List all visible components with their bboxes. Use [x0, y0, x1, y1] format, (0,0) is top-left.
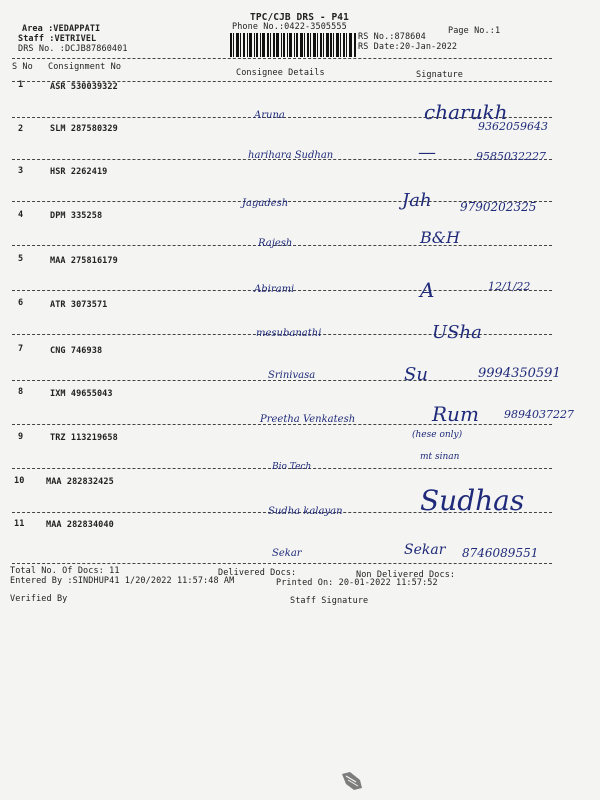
area-label: Area :VEDAPPATI [22, 24, 101, 34]
row-consignment: TRZ 113219658 [50, 433, 118, 443]
row-no: 2 [18, 124, 24, 134]
rs-number: RS No.:878604 [358, 32, 426, 42]
staff-label: Staff :VETRIVEL [18, 34, 97, 44]
rs-date: RS Date:20-Jan-2022 [358, 42, 458, 52]
header-divider [12, 58, 552, 59]
printed-on: Printed On: 20-01-2022 11:57:52 [276, 578, 438, 588]
row-consignment: HSR 2262419 [50, 167, 108, 177]
handwritten-signature: B&H [420, 228, 460, 247]
entered-by: Entered By :SINDHUP41 1/20/2022 11:57:48 AM [10, 576, 235, 586]
row-no: 9 [18, 432, 24, 442]
handwritten-name: Abirami [254, 284, 295, 295]
handwritten-name: Srinivasa [268, 370, 316, 381]
verified-by: Verified By [10, 594, 68, 604]
handwritten-signature: charukh [424, 100, 508, 124]
handwritten-signature: USha [432, 322, 482, 343]
delivered-docs: Delivered Docs: [218, 568, 297, 578]
row-consignment: MAA 282834040 [46, 520, 114, 530]
row-no: 4 [18, 210, 24, 220]
barcode [228, 32, 358, 58]
row-consignment: DPM 335258 [50, 211, 103, 221]
page-number: Page No.:1 [448, 26, 501, 36]
handwritten-phone: 9585032227 [476, 150, 546, 163]
handwritten-name: Rajesh [258, 238, 293, 249]
handwritten-name: Bio Tech [272, 462, 312, 472]
handwritten-note: mt sinan [420, 452, 460, 462]
row-consignment: IXM 49655043 [50, 389, 113, 399]
row-no: 1 [18, 80, 24, 90]
handwritten-signature: Su [404, 364, 428, 385]
row-no: 6 [18, 298, 24, 308]
drs-number: DRS No. :DCJB87860401 [18, 44, 128, 54]
total-docs: Total No. Of Docs: 11 [10, 566, 120, 576]
handwritten-signature: Jah [402, 190, 432, 211]
row-no: 10 [14, 476, 25, 486]
handwritten-signature: Rum [432, 402, 479, 426]
row-consignment: SLM 287580329 [50, 124, 118, 134]
handwritten-phone: 9894037227 [504, 408, 574, 421]
handwritten-name: Jagadesh [242, 198, 289, 209]
handwritten-name: Sudha kalayan [268, 506, 343, 517]
handwritten-phone: 9994350591 [478, 366, 561, 381]
row-no: 11 [14, 519, 25, 529]
handwritten-signature: Sekar [404, 542, 446, 558]
handwritten-name: harihara Sudhan [248, 150, 334, 161]
non-delivered-docs: Non Delivered Docs: [356, 570, 456, 580]
handwritten-phone: 9790202325 [460, 200, 537, 214]
handwritten-name: Preetha Venkatesh [260, 414, 356, 425]
handwritten-name: Aruna [254, 110, 285, 121]
handwritten-signature: Sudhas [420, 484, 525, 517]
row-consignment: MAA 275816179 [50, 256, 118, 266]
row-no: 5 [18, 254, 24, 264]
row-divider [12, 563, 552, 564]
row-no: 8 [18, 387, 24, 397]
stamp-mark [340, 770, 364, 792]
document-title: TPC/CJB DRS - P41 [250, 12, 349, 23]
row-consignment: MAA 282832425 [46, 477, 114, 487]
handwritten-name: Sekar [272, 548, 302, 559]
row-no: 7 [18, 344, 24, 354]
handwritten-date: 12/1/22 [488, 280, 531, 293]
row-no: 3 [18, 166, 24, 176]
handwritten-phone: 8746089551 [462, 546, 539, 560]
handwritten-note: (hese only) [412, 430, 463, 440]
col-signature: Signature [416, 70, 463, 80]
handwritten-phone: 9362059643 [478, 120, 548, 133]
handwritten-signature: A [420, 278, 435, 302]
row-consignment: ATR 3073571 [50, 300, 108, 310]
handwritten-signature: — [418, 142, 436, 163]
col-consignment: Consignment No [48, 62, 122, 72]
row-consignment: ASR 530039322 [50, 82, 118, 92]
staff-signature-label: Staff Signature [290, 596, 369, 606]
col-consignee: Consignee Details [236, 68, 325, 78]
row-consignment: CNG 746938 [50, 346, 103, 356]
col-sno: S No [12, 62, 33, 72]
handwritten-name: mesubanathi [256, 328, 322, 339]
phone-number: Phone No.:0422-3505555 [232, 22, 347, 32]
